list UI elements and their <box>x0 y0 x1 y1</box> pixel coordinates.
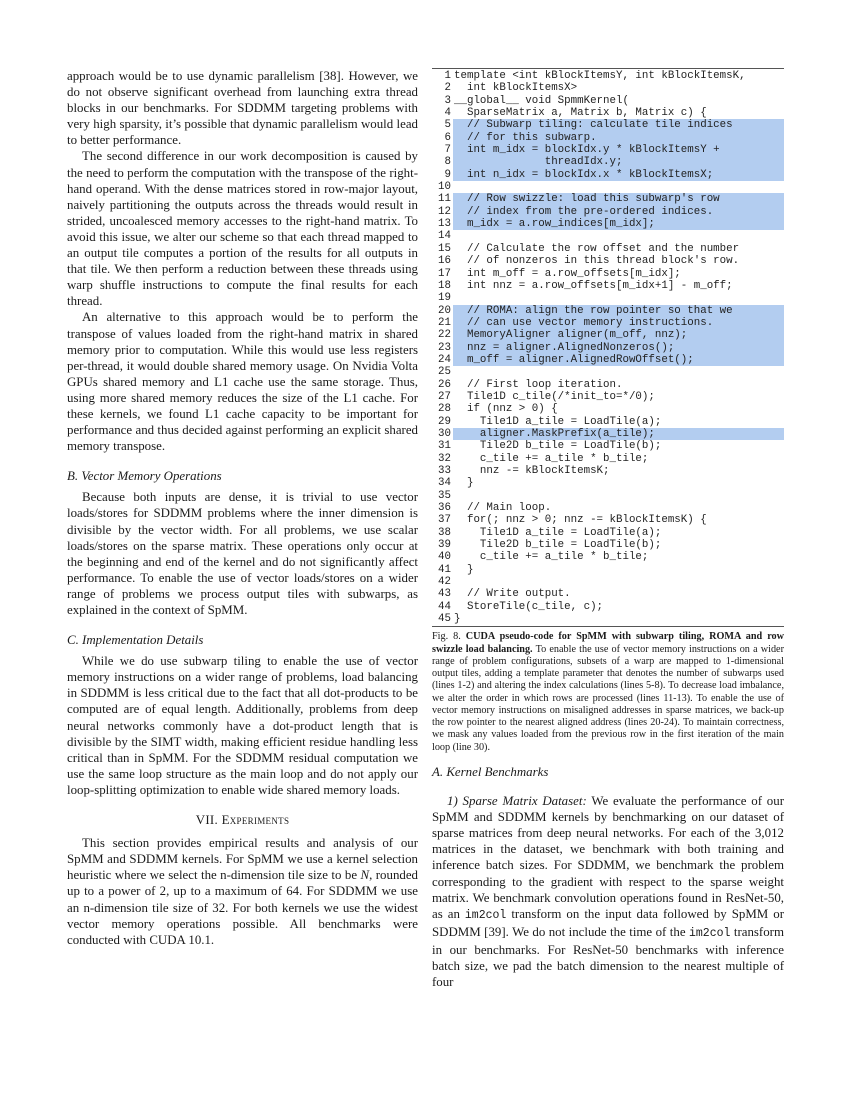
code-text: StoreTile(c_tile, c); <box>454 600 604 613</box>
code-text: // index from the pre-ordered indices. <box>453 206 784 218</box>
code-text: int kBlockItemsX> <box>454 82 578 95</box>
line-number: 30 <box>438 427 451 440</box>
line-number: 38 <box>438 526 451 539</box>
code-text: Tile1D a_tile = LoadTile(a); <box>454 415 662 428</box>
line-number: 37 <box>438 514 451 527</box>
code-line <box>432 453 784 465</box>
code-text: template <int kBlockItemsY, int kBlockItemsK, <box>454 70 746 82</box>
line-number: 39 <box>438 539 451 552</box>
line-number: 10 <box>438 181 451 194</box>
code-text: threadIdx.y; <box>453 156 784 168</box>
code-line <box>432 490 784 502</box>
code-line <box>432 156 784 168</box>
text-span: This section provides empirical results and analysis of our SpMM and SDDMM kernels. For SpMM we use a kernel selection heuristic where we select the n-dimension tile size to be <box>67 836 418 883</box>
line-number: 26 <box>438 378 451 391</box>
code-text: Tile2D b_tile = LoadTile(b); <box>454 440 662 453</box>
code-text: // Write output. <box>454 588 571 601</box>
code-line <box>432 354 784 366</box>
code-text: m_idx = a.row_indices[m_idx]; <box>453 218 784 230</box>
code-line <box>432 366 784 378</box>
code-line <box>432 477 784 489</box>
line-number: 13 <box>438 218 451 231</box>
text-span: transform in our benchmarks. For ResNet-50 benchmarks with inference batch size, we pad the batch dimension to the nearest multiple of four <box>432 924 784 990</box>
code-text <box>453 181 784 193</box>
line-number: 41 <box>438 563 451 576</box>
code-text: c_tile += a_tile * b_tile; <box>454 452 649 465</box>
line-number: 24 <box>438 353 451 366</box>
line-number: 8 <box>444 156 451 169</box>
code-text: // Main loop. <box>454 502 552 515</box>
code-text: m_off = aligner.AlignedRowOffset(); <box>453 354 784 366</box>
line-number: 44 <box>438 600 451 613</box>
code-text <box>453 490 784 502</box>
code-line <box>432 70 784 82</box>
line-number: 3 <box>444 94 451 107</box>
line-number: 25 <box>438 366 451 379</box>
code-line <box>432 416 784 428</box>
text-span: , rounded up to a power of 2, up to a maximum of 64. For SDDMM we use an n-dimension tile size of 32. For both kernels we use the widest vector memory operations possible. All benchmarks were conducted with CUDA 10.1. <box>67 868 419 947</box>
line-number: 19 <box>438 292 451 305</box>
section-heading-kernel-benchmarks: A. Kernel Benchmarks <box>432 764 549 779</box>
code-line <box>432 243 784 255</box>
code-line <box>432 539 784 551</box>
text-span: We evaluate the performance of our SpMM and SDDMM kernels by benchmarking on our dataset of sparse matrices from deep neural networks. For each of the 3,012 matrices in the dataset, we benchmark with both training and inference batch sizes. For SDDMM, we benchmark the problem corresponding to the gradient with respect to the sparse weight matrix. We benchmark convolution operations found in ResNet-50, as an <box>432 794 784 921</box>
code-text: } <box>454 613 461 626</box>
line-number: 18 <box>438 279 451 292</box>
code-text: __global__ void SpmmKernel( <box>454 94 629 107</box>
line-number: 43 <box>438 588 451 601</box>
code-text: Tile1D a_tile = LoadTile(a); <box>454 526 662 539</box>
code-text: int nnz = a.row_offsets[m_idx+1] - m_off; <box>454 279 733 292</box>
code-line <box>432 317 784 329</box>
code-line <box>432 588 784 600</box>
line-number: 16 <box>438 255 451 268</box>
code-line <box>432 403 784 415</box>
code-line <box>432 465 784 477</box>
figure-caption <box>432 631 784 754</box>
line-number: 22 <box>438 329 451 342</box>
code-line <box>432 82 784 94</box>
code-line <box>432 280 784 292</box>
code-text: MemoryAligner aligner(m_off, nnz); <box>453 329 784 341</box>
code-text: // of nonzeros in this thread block's row. <box>454 255 740 268</box>
code-line <box>432 576 784 588</box>
line-number: 35 <box>438 489 451 502</box>
code-line <box>432 292 784 304</box>
code-text <box>453 230 784 242</box>
code-line <box>432 527 784 539</box>
code-line <box>432 193 784 205</box>
line-number: 17 <box>438 267 451 280</box>
code-line <box>432 564 784 576</box>
section-heading-vector-memory: B. Vector Memory Operations <box>67 469 222 484</box>
code-line <box>432 206 784 218</box>
line-number: 23 <box>438 341 451 354</box>
line-number: 33 <box>438 465 451 477</box>
line-number: 45 <box>438 613 451 626</box>
paragraph: Because both inputs are dense, it is trivial to use vector loads/stores for SDDMM problems where the inner dimension is divisible by the vector width. For all problems, we use scalar loads/stores on the sparse matrix. These operations only occur at the beginning and end of the kernel and do not significantly affect performance. To enable the use of vector loads/stores on a wider range of problems we process output tiles with subwarps, as explained in the context of SpMM. <box>67 490 418 617</box>
line-number: 1 <box>444 70 451 82</box>
code-text: if (nnz > 0) { <box>454 403 558 416</box>
code-line <box>432 230 784 242</box>
paragraph <box>67 835 418 948</box>
right-column <box>432 68 784 990</box>
code-line <box>432 181 784 193</box>
code-line <box>432 218 784 230</box>
code-text: } <box>454 563 474 576</box>
code-line <box>432 379 784 391</box>
line-number: 27 <box>438 390 451 403</box>
code-line <box>432 342 784 354</box>
code-text: // Row swizzle: load this subwarp's row <box>453 193 784 205</box>
code-line <box>432 613 784 625</box>
line-number: 4 <box>444 107 451 120</box>
code-text: int m_off = a.row_offsets[m_idx]; <box>454 267 681 280</box>
paragraph: approach would be to use dynamic parallelism [38]. However, we do not observe significant overhead from launching extra thread blocks in our benchmarks. For SDDMM targeting problems with very high sparsity, it’s possible that dynamic parallelism would lead to better performance. <box>67 69 418 148</box>
paragraph: While we do use subwarp tiling to enable the use of vector memory instructions on a wider range of problems, load balancing in SDDMM is less critical due to the fact that all dot-products to be computed are of equal length. Additionally, problems from deep neural networks commonly have a dot-product length that is divisible by the SIMT width, making efficient residue handling less critical than in SpMM. For the SDDMM residual computation we use the same loop structure as the main loop and do not apply our loop-splitting optimization to enable wide shared memory loads. <box>67 654 418 797</box>
code-line <box>432 391 784 403</box>
line-number: 42 <box>438 576 451 589</box>
code-text: // Subwarp tiling: calculate tile indices <box>453 119 784 131</box>
code-line <box>432 329 784 341</box>
code-listing <box>432 68 784 627</box>
caption-body: To enable the use of vector memory instructions on a wider range of problem configurations, subsets of a warp are mapped to 1-dimensional output tiles, adding a template parameter that denotes the number of subwarps used (lines 1-2) and altering the index calculations (lines 5-8). To decrease load imbalance, we alter the order in which rows are processed (lines 11-13). To enable the use of vector memory instructions on misaligned addresses in sparse matrices, we back-up the row pointer to the nearest aligned address (lines 20-24). To maintain correctness, we mask any values loaded from the previous row in the first iteration of the main loop (line 30). <box>432 643 784 753</box>
figure-title: CUDA pseudo-code for SpMM with subwarp tiling, ROMA and row swizzle load balancing. <box>432 631 785 655</box>
text-span: transform on the input data followed by SpMM or SDDMM [39]. We do not include the time of the <box>432 906 784 939</box>
line-number: 5 <box>444 119 451 132</box>
code-text: int n_idx = blockIdx.x * kBlockItemsX; <box>453 169 784 181</box>
code-text: // Calculate the row offset and the number <box>454 242 740 255</box>
code-line <box>432 601 784 613</box>
code-line <box>432 144 784 156</box>
line-number: 32 <box>438 452 451 465</box>
line-number: 20 <box>438 304 451 317</box>
code-text: int m_idx = blockIdx.y * kBlockItemsY + <box>453 144 784 156</box>
code-text: aligner.MaskPrefix(a_tile); <box>453 428 784 440</box>
line-number: 14 <box>438 230 451 243</box>
code-line <box>432 502 784 514</box>
line-number: 2 <box>444 82 451 95</box>
code-text: c_tile += a_tile * b_tile; <box>454 551 649 564</box>
paragraph: An alternative to this approach would be to perform the transpose of values loaded from the right-hand matrix in shared memory prior to computation. While this would use less registers per-thread, it would double shared memory usage. On Nvidia Volta GPUs shared memory and L1 cache use the same storage. Thus, using more shared memory reduces the size of the L1 cache. For these kernels, we found L1 cache capacity to be important for performance and thus decided against performing an explicit shared memory transpose. <box>67 310 418 454</box>
code-text: // for this subwarp. <box>453 132 784 144</box>
code-text: // First loop iteration. <box>454 378 623 391</box>
code-line <box>432 268 784 280</box>
figure-label: Fig. 8. <box>432 631 461 643</box>
code-text: SparseMatrix a, Matrix b, Matrix c) { <box>454 107 707 120</box>
line-number: 12 <box>438 205 451 218</box>
code-text <box>453 576 784 588</box>
code-text: Tile2D b_tile = LoadTile(b); <box>454 539 662 552</box>
code-text: for(; nnz > 0; nnz -= kBlockItemsK) { <box>454 514 707 527</box>
line-number: 15 <box>438 242 451 255</box>
line-number: 31 <box>438 440 451 453</box>
code-text <box>453 366 784 378</box>
line-number: 11 <box>438 193 451 206</box>
code-text: // ROMA: align the row pointer so that we <box>453 305 784 317</box>
section-heading-experiments: VII. Experiments <box>195 813 290 828</box>
left-column <box>67 68 418 948</box>
code-text: Tile1D c_tile(/*init_to=*/0); <box>454 390 655 403</box>
code-line <box>432 119 784 131</box>
code-text: // can use vector memory instructions. <box>453 317 784 329</box>
line-number: 21 <box>438 316 451 329</box>
paragraph: The second difference in our work decomposition is caused by the need to perform the computation with the transpose of the right-hand operand. With the dense matrices stored in row-major layout, naively partitioning the outputs across the threads would result in strided, uncoalesced memory accesses to the right-hand matrix. To avoid this issue, we alter our scheme so that each thread mapped to an output tile computes a portion of the results for all outputs in that tile. We then perform a reduction between these threads using warp shuffle instructions to compute the final results for each thread. <box>67 149 418 309</box>
line-number: 29 <box>438 415 451 428</box>
code-text: } <box>454 477 474 490</box>
code-text: nnz -= kBlockItemsK; <box>454 465 610 477</box>
line-number: 36 <box>438 502 451 515</box>
code-line <box>432 255 784 267</box>
line-number: 6 <box>444 131 451 144</box>
section-heading-implementation: C. Implementation Details <box>67 633 204 648</box>
math-variable: N <box>360 868 370 883</box>
inline-code: im2col <box>464 908 507 922</box>
code-text <box>453 292 784 304</box>
code-line <box>432 440 784 452</box>
paragraph <box>432 793 784 990</box>
code-line <box>432 107 784 119</box>
line-number: 34 <box>438 477 451 490</box>
line-number: 7 <box>444 144 451 157</box>
code-line <box>432 95 784 107</box>
code-line <box>432 169 784 181</box>
code-line <box>432 305 784 317</box>
code-line <box>432 428 784 440</box>
inline-code: im2col <box>689 926 731 940</box>
line-number: 40 <box>438 551 451 564</box>
code-line <box>432 514 784 526</box>
subsubsection-title: 1) Sparse Matrix Dataset: <box>447 794 587 809</box>
code-text: nnz = aligner.AlignedNonzeros(); <box>453 342 784 354</box>
line-number: 28 <box>438 403 451 416</box>
line-number: 9 <box>444 168 451 181</box>
code-line <box>432 551 784 563</box>
code-line <box>432 132 784 144</box>
